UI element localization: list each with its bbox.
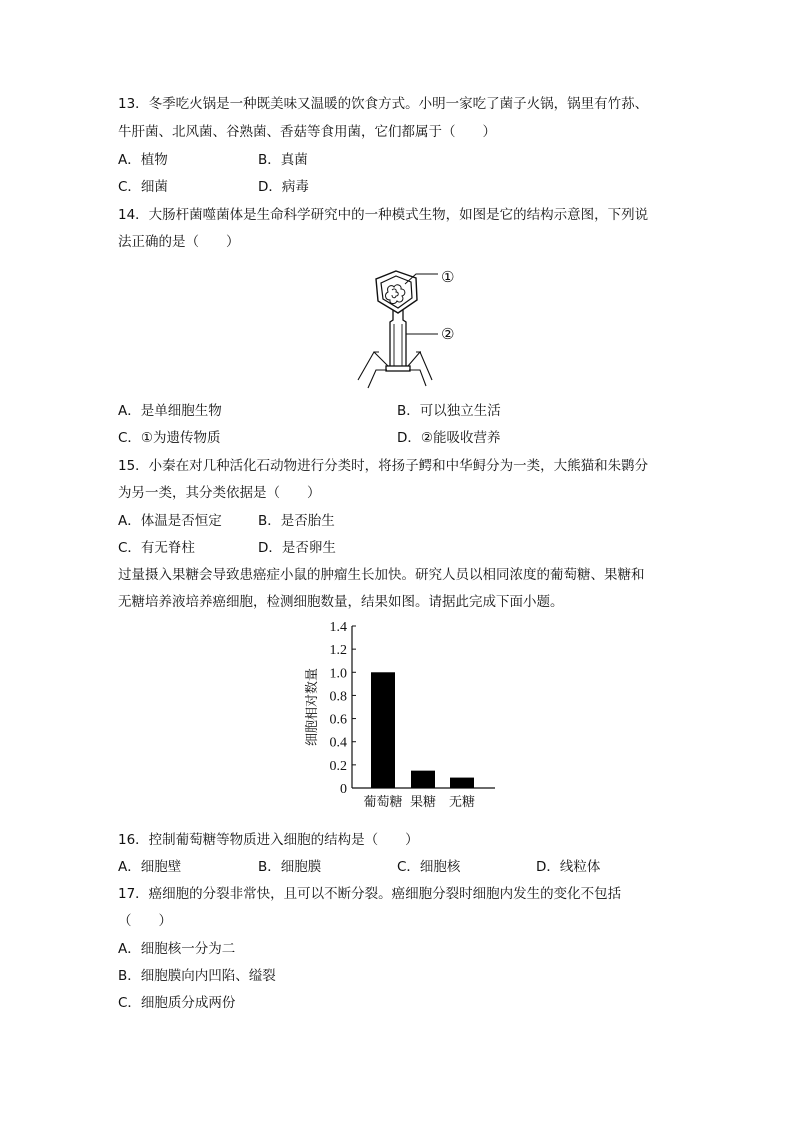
y-tick-label: 0.4 <box>329 735 347 751</box>
q17-stem-line1: 17．癌细胞的分裂非常快，且可以不断分裂。癌细胞分裂时细胞内发生的变化不包括 <box>118 886 622 902</box>
q15-option-c: C．有无脊柱 <box>118 540 195 556</box>
x-tick-label: 无糖 <box>448 795 476 810</box>
q17-stem-line2: （ ） <box>118 913 172 929</box>
q15-option-b: B．是否胎生 <box>258 513 335 529</box>
q15-option-d: D．是否卵生 <box>258 540 336 556</box>
q14-option-c: C．①为遗传物质 <box>118 430 221 446</box>
x-tick-label: 果糖 <box>409 795 437 810</box>
y-tick-label: 0.2 <box>329 758 347 774</box>
label-1: ① <box>441 268 455 286</box>
q16-option-a: A．细胞壁 <box>118 859 182 875</box>
y-tick-label: 1.4 <box>329 620 347 635</box>
q13-option-b: B．真菌 <box>258 152 308 168</box>
q14-option-a: A．是单细胞生物 <box>118 403 222 419</box>
bar-2 <box>411 771 435 788</box>
phage-nucleic-acid <box>386 285 405 304</box>
q16-option-c: C．细胞核 <box>397 859 461 875</box>
q15-option-a: A．体温是否恒定 <box>118 513 222 529</box>
q13-option-d: D．病毒 <box>258 179 309 195</box>
intro-line1: 过量摄入果糖会导致患癌症小鼠的肿瘤生长加快。研究人员以相同浓度的葡萄糖、果糖和 <box>118 567 645 583</box>
bar-1 <box>371 672 395 788</box>
phage-base-plate <box>386 366 410 371</box>
q16-stem: 16．控制葡萄糖等物质进入细胞的结构是（ ） <box>118 832 419 848</box>
y-tick-label: 0.6 <box>329 712 347 728</box>
y-tick-label: 0.8 <box>329 689 347 705</box>
q14-stem-line1: 14．大肠杆菌噬菌体是生命科学研究中的一种模式生物，如图是它的结构示意图，下列说 <box>118 207 649 223</box>
q14-option-d: D．②能吸收营养 <box>397 430 501 446</box>
y-axis-label: 细胞相对数量 <box>305 667 320 747</box>
q16-option-b: B．细胞膜 <box>258 859 322 875</box>
q13-stem-line1: 13．冬季吃火锅是一种既美味又温暖的饮食方式。小明一家吃了菌子火锅，锅里有竹荪、 <box>118 96 649 112</box>
q13-option-c: C．细菌 <box>118 179 168 195</box>
x-tick-label: 葡萄糖 <box>363 795 403 810</box>
y-tick-label: 0 <box>340 782 347 797</box>
y-tick-label: 1.2 <box>329 643 347 659</box>
q16-option-d: D．线粒体 <box>536 859 601 875</box>
q13-option-a: A．植物 <box>118 152 168 168</box>
q15-stem-line1: 15．小秦在对几种活化石动物进行分类时，将扬子鳄和中华鲟分为一类，大熊猫和朱鹮分 <box>118 458 649 474</box>
q13-stem-line2: 牛肝菌、北风菌、谷熟菌、香菇等食用菌，它们都属于（ ） <box>118 124 496 140</box>
q17-option-a: A．细胞核一分为二 <box>118 941 236 957</box>
q14-stem-line2: 法正确的是（ ） <box>118 234 240 250</box>
cell-count-bar-chart <box>290 615 510 815</box>
label-2: ② <box>441 325 455 343</box>
q15-stem-line2: 为另一类，其分类依据是（ ） <box>118 485 321 501</box>
y-tick-label: 1.0 <box>329 666 347 682</box>
bar-3 <box>450 778 474 788</box>
q17-option-c: C．细胞质分成两份 <box>118 995 236 1011</box>
intro-line2: 无糖培养液培养癌细胞，检测细胞数量，结果如图。请据此完成下面小题。 <box>118 594 564 610</box>
q14-option-b: B．可以独立生活 <box>397 403 501 419</box>
q17-option-b: B．细胞膜向内凹陷、缢裂 <box>118 968 276 984</box>
